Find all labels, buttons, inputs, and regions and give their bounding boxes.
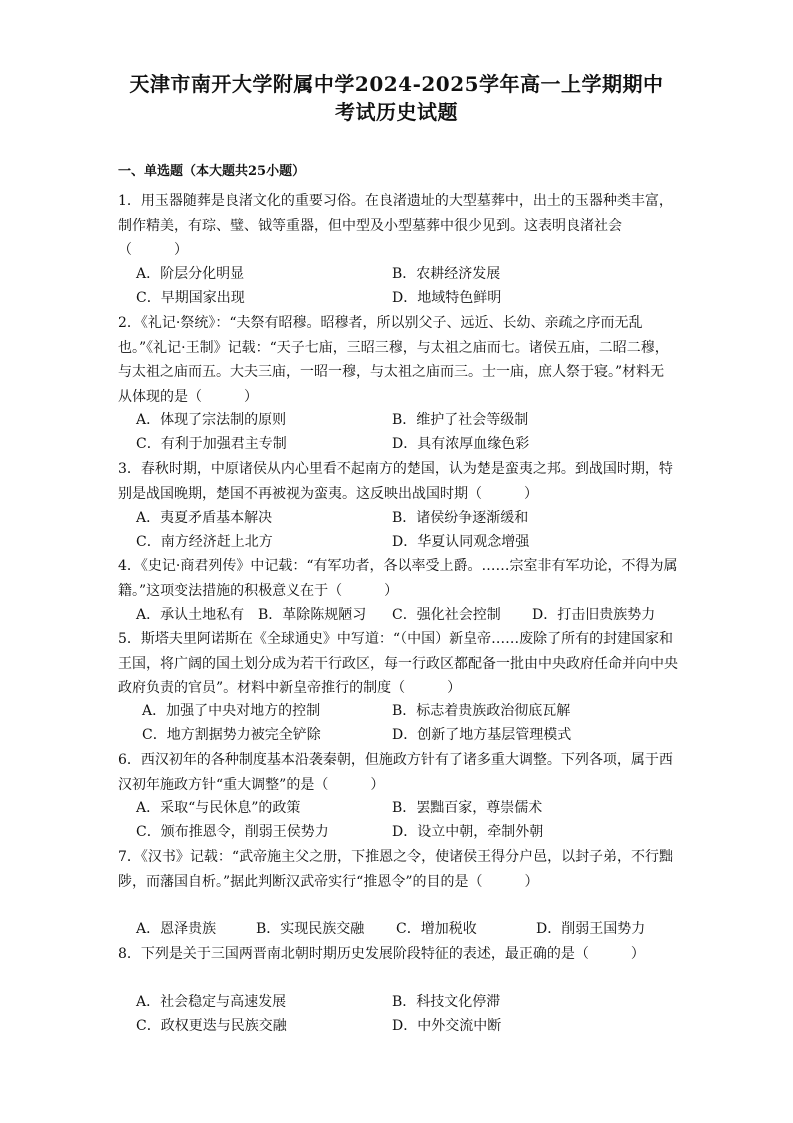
question-7-option-b: B．实现民族交融 [256,921,365,937]
question-5-option-c: C．地方割据势力被完全铲除 [142,727,321,743]
question-1-option-b: B．农耕经济发展 [392,266,501,282]
question-3-option-d: D．华夏认同观念增强 [392,534,530,550]
question-6-option-c: C．颁布推恩令，削弱王侯势力 [136,824,329,840]
question-7-option-d: D．削弱王国势力 [536,921,646,937]
question-8-text: 8．下列是关于三国两晋南北朝时期历史发展阶段特征的表述，最正确的是（ ） [118,946,645,962]
question-4-option-c: C．强化社会控制 [392,607,501,623]
document-title-line-1: 天津市南开大学附属中学2024-2025学年高一上学期期中 [129,72,664,96]
question-6-option-b: B．罢黜百家，尊崇儒术 [392,800,543,816]
question-1-option-d: D．地域特色鲜明 [392,290,502,306]
question-8-option-a: A．社会稳定与高速发展 [136,994,287,1010]
question-4-option-d: D．打击旧贵族势力 [532,607,656,623]
question-2-option-b: B．维护了社会等级制 [392,412,529,428]
question-7-text: 7．《汉书》记载：“武帝施主父之册，下推恩之令，使诸侯王得分户邑，以封子弟，不行黜陟，而藩国自析。”据此判断汉武帝实行“推恩令”的目的是（ ） [118,849,674,890]
question-6-option-a: A．采取“与民休息”的政策 [136,800,301,816]
question-2-option-d: D．具有浓厚血缘色彩 [392,436,530,452]
question-3-option-c: C．南方经济赶上北方 [136,534,273,550]
question-6-option-d: D．设立中朝，牵制外朝 [392,824,544,840]
question-2-text: 2．《礼记·祭统》：“夫祭有昭穆。昭穆者，所以别父子、远近、长幼、亲疏之序而无乱也。”《礼记·王制》记载：“天子七庙，三昭三穆，与太祖之庙而七。诸侯五庙，二昭二穆，与太祖之庙而五。大夫三庙，一昭一穆，与太祖之庙而三。士一庙，庶人祭于寝。”材料无从体现的是（ ） [118,315,669,405]
question-5-option-a: A．加强了中央对地方的控制 [142,703,321,719]
question-4-option-b: B．革除陈规陋习 [258,607,367,623]
question-5-option-d: D．创新了地方基层管理模式 [392,727,572,743]
question-6-text: 6．西汉初年的各种制度基本沿袭秦朝，但施政方针有了诸多重大调整。下列各项，属于西汉初年施政方针“重大调整”的是（ ） [118,752,673,793]
question-8-option-b: B．科技文化停滞 [392,994,501,1010]
question-7-option-c: C．增加税收 [396,921,477,937]
question-4-option-a: A．承认土地私有 [136,607,245,623]
question-3-option-a: A．夷夏矛盾基本解决 [136,510,273,526]
question-8-option-d: D．中外交流中断 [392,1018,502,1034]
question-5-option-b: B．标志着贵族政治彻底瓦解 [392,703,571,719]
question-1-text: 1．用玉器随葬是良渚文化的重要习俗。在良渚遗址的大型墓葬中，出土的玉器种类丰富，制作精美，有琮、璧、钺等重器，但中型及小型墓葬中很少见到。这表明良渚社会（ ） [118,193,673,258]
question-2-option-a: A．体现了宗法制的原则 [136,412,287,428]
question-2-option-c: C．有利于加强君主专制 [136,436,287,452]
question-3-option-b: B．诸侯纷争逐渐缓和 [392,510,529,526]
question-1-option-a: A．阶层分化明显 [136,266,245,282]
question-7-option-a: A．恩泽贵族 [136,921,217,937]
section-heading: 一、单选题（本大题共25小题） [118,164,306,179]
question-3-text: 3．春秋时期，中原诸侯从内心里看不起南方的楚国，认为楚是蛮夷之邦。到战国时期，特别是战国晚期，楚国不再被视为蛮夷。这反映出战国时期（ ） [118,461,673,502]
question-5-text: 5．斯塔夫里阿诺斯在《全球通史》中写道：“（中国）新皇帝……废除了所有的封建国家和王国，将广阔的国土划分成为若干行政区，每一行政区都配备一批由中央政府任命并向中央政府负责的官员”。材料中新皇帝推行的制度（ ） [118,631,678,696]
question-1-option-c: C．早期国家出现 [136,290,245,306]
question-4-text: 4．《史记·商君列传》中记载：“有军功者，各以率受上爵。……宗室非有军功论，不得为属籍。”这项变法措施的积极意义在于（ ） [118,558,678,599]
question-8-option-c: C．政权更迭与民族交融 [136,1018,287,1034]
document-title-line-2: 考试历史试题 [335,100,458,124]
